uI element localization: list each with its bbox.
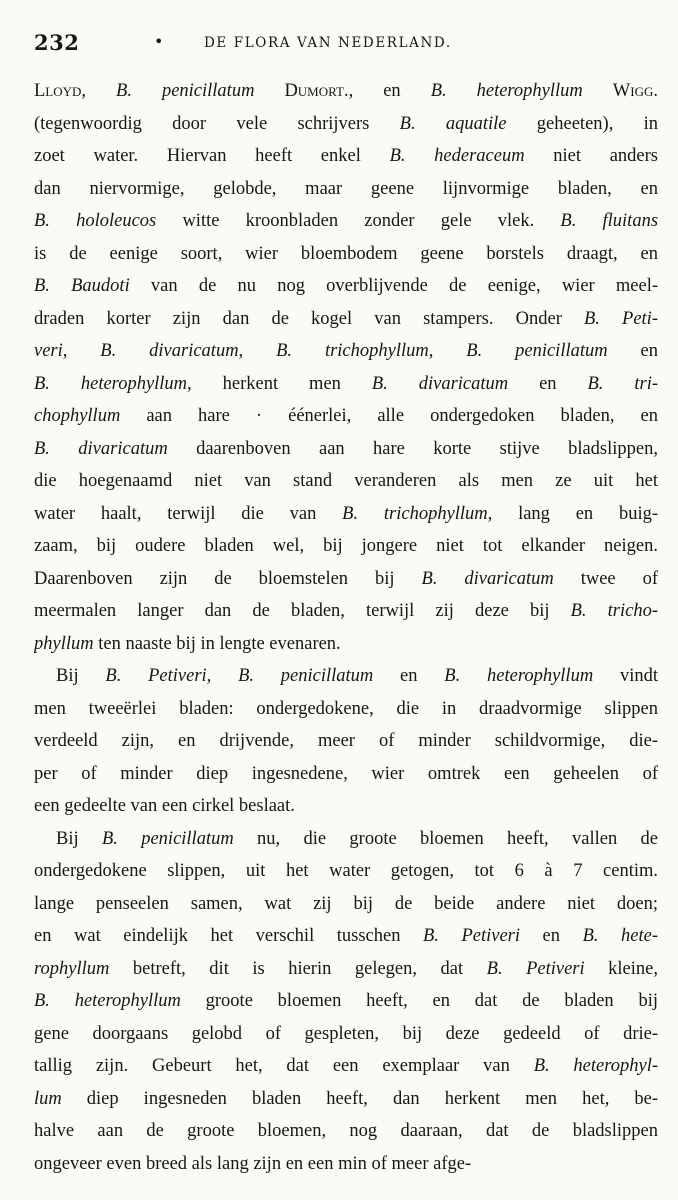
text-segment: geheeten), in xyxy=(506,113,658,134)
text-line xyxy=(34,660,658,693)
italic-text: B. tri- xyxy=(587,373,658,394)
italic-text: rophyllum xyxy=(34,958,110,979)
text-line xyxy=(34,270,658,303)
italic-text: B. heterophyllum, xyxy=(34,373,192,394)
text-line xyxy=(34,498,658,531)
text-line xyxy=(34,433,658,466)
text-segment: Bij xyxy=(56,666,106,686)
italic-text: B. penicillatum xyxy=(101,828,234,849)
text-segment: een gedeelte van een cirkel beslaat. xyxy=(34,796,295,816)
text-segment: meermalen langer dan de bladen, terwijl zij deze bij xyxy=(34,601,571,621)
text-segment: per of minder diep ingesnedene, wier omtrek een geheelen of xyxy=(34,763,658,784)
text-segment: die hoegenaamd niet van stand veranderen als men ze uit het xyxy=(34,471,658,491)
text-segment: en xyxy=(520,926,583,946)
italic-text: phyllum xyxy=(34,633,94,654)
text-line xyxy=(34,368,658,401)
body-text xyxy=(34,75,658,1180)
page-header xyxy=(34,30,658,66)
text-segment: zoet water. Hiervan heeft enkel xyxy=(34,146,390,166)
italic-text: veri, B. divaricatum, B. trichophyllum, B. penicillatum xyxy=(34,341,608,361)
italic-text: B. trichophyllum, xyxy=(342,503,493,524)
italic-text: B. heterophyllum xyxy=(444,666,594,686)
text-line xyxy=(34,790,658,823)
text-line xyxy=(34,335,658,368)
italic-text: B. divaricatum xyxy=(421,568,554,589)
header-separator: • xyxy=(154,32,164,51)
text-line xyxy=(34,563,658,596)
italic-text: B. divaricatum xyxy=(34,438,168,459)
text-segment: halve aan de groote bloemen, nog daaraan, dat de bladslippen xyxy=(34,1121,658,1141)
text-line xyxy=(34,140,658,173)
text-segment: daarenboven aan hare korte stijve bladslippen, xyxy=(167,438,658,459)
italic-text: B. aquatile xyxy=(399,113,507,134)
text-line xyxy=(34,173,658,206)
text-segment xyxy=(254,81,284,101)
text-line xyxy=(34,595,658,628)
small-caps-text: Lloyd xyxy=(34,81,82,101)
text-segment: en xyxy=(373,666,445,686)
italic-text: B. hete- xyxy=(582,926,658,946)
text-line xyxy=(34,400,658,433)
text-line xyxy=(34,693,658,726)
text-segment: water haalt, terwijl die van xyxy=(34,503,343,524)
text-segment: , xyxy=(81,81,117,101)
text-line xyxy=(34,725,658,758)
italic-text: B. Peti- xyxy=(583,308,658,329)
text-line xyxy=(34,238,658,271)
italic-text: B. Baudoti xyxy=(34,276,130,296)
italic-text: chophyllum xyxy=(34,406,121,426)
text-segment: dan niervormige, gelobde, maar geene lijnvormige bladen, en xyxy=(34,178,658,199)
text-line xyxy=(34,205,658,238)
text-line xyxy=(34,953,658,986)
text-line xyxy=(34,1115,658,1148)
text-segment: draden korter zijn dan de kogel van stampers. Onder xyxy=(34,308,584,329)
text-segment: (tegenwoordig door vele schrijvers xyxy=(34,113,400,134)
text-segment: twee of xyxy=(553,568,658,589)
text-segment: lang en buig- xyxy=(492,503,658,524)
text-line xyxy=(34,628,658,661)
text-segment: nu, die groote bloemen heeft, vallen de xyxy=(233,828,658,849)
text-segment: aan hare · éénerlei, alle ondergedoken bladen, en xyxy=(120,406,658,426)
text-segment: ondergedokene slippen, uit het water getogen, tot 6 à 7 centim. xyxy=(34,861,658,881)
text-line xyxy=(34,985,658,1018)
text-line xyxy=(34,108,658,141)
text-segment: Bij xyxy=(56,828,102,849)
text-segment: groote bloemen heeft, en dat de bladen bij xyxy=(180,991,658,1011)
italic-text: B. heterophyllum xyxy=(34,991,181,1011)
italic-text: B. hololeucos xyxy=(34,211,157,231)
text-segment: gene doorgaans gelobd of gespleten, bij deze gedeeld of drie- xyxy=(34,1023,658,1044)
italic-text: B. fluitans xyxy=(560,211,658,231)
text-line xyxy=(34,1050,658,1083)
text-line xyxy=(34,530,658,563)
small-caps-text: Wigg xyxy=(612,81,654,101)
text-segment: lange penseelen samen, wat zij bij de beide andere niet doen; xyxy=(34,893,658,914)
text-segment: diep ingesneden bladen heeft, dan herkent men het, be- xyxy=(61,1088,658,1109)
text-line xyxy=(34,823,658,856)
text-segment: is de eenige soort, wier bloembodem geene borstels draagt, en xyxy=(34,243,658,264)
text-line xyxy=(34,465,658,498)
text-segment: vindt xyxy=(593,666,658,686)
text-line xyxy=(34,758,658,791)
text-segment: betreft, dit is hierin gelegen, dat xyxy=(109,958,487,979)
text-line xyxy=(34,303,658,336)
text-segment: tallig zijn. Gebeurt het, dat een exemplaar van xyxy=(34,1056,534,1076)
text-segment: kleine, xyxy=(584,958,658,979)
text-line xyxy=(34,1018,658,1051)
text-segment: men tweeërlei bladen: ondergedokene, die in draadvormige slippen xyxy=(34,698,658,719)
text-segment: herkent men xyxy=(191,373,372,394)
italic-text: B. divaricatum xyxy=(371,373,509,394)
text-segment: van de nu nog overblijvende de eenige, wier meel- xyxy=(129,276,658,296)
italic-text: B. Petiveri, B. penicillatum xyxy=(105,666,374,686)
text-segment: niet anders xyxy=(524,146,658,166)
text-line xyxy=(34,75,658,108)
text-line xyxy=(34,1148,658,1181)
text-line xyxy=(34,855,658,888)
text-line xyxy=(34,920,658,953)
text-segment: en wat eindelijk het verschil tusschen xyxy=(34,926,423,946)
italic-text: B. hederaceum xyxy=(389,146,525,166)
text-segment xyxy=(583,81,613,101)
italic-text: B. tricho- xyxy=(570,601,658,621)
text-segment: ., en xyxy=(343,81,431,101)
text-segment: . xyxy=(653,81,658,101)
text-segment: zaam, bij oudere bladen wel, bij jongere niet tot elkander neigen. xyxy=(34,536,658,556)
italic-text: B. heterophyl- xyxy=(533,1056,658,1076)
text-segment: ten naaste bij in lengte evenaren. xyxy=(93,633,341,654)
text-segment: ongeveer even breed als lang zijn en een min of meer afge- xyxy=(34,1153,472,1174)
running-head: DE FLORA VAN NEDERLAND. xyxy=(204,35,452,51)
text-segment: en xyxy=(508,373,588,394)
italic-text: B. Petiveri xyxy=(423,926,521,946)
italic-text: B. heterophyllum xyxy=(430,81,583,101)
small-caps-text: Dumort xyxy=(284,81,344,101)
text-segment: verdeeld zijn, en drijvende, meer of minder schildvormige, die- xyxy=(34,731,658,751)
italic-text: B. Petiveri xyxy=(486,958,585,979)
text-line xyxy=(34,1083,658,1116)
italic-text: B. penicillatum xyxy=(116,81,255,101)
page-number: 232 xyxy=(34,30,80,55)
text-segment: witte kroonbladen zonder gele vlek. xyxy=(156,211,561,231)
text-line xyxy=(34,888,658,921)
text-segment: Daarenboven zijn de bloemstelen bij xyxy=(34,568,422,589)
text-segment: en xyxy=(607,341,658,361)
italic-text: lum xyxy=(34,1088,62,1109)
